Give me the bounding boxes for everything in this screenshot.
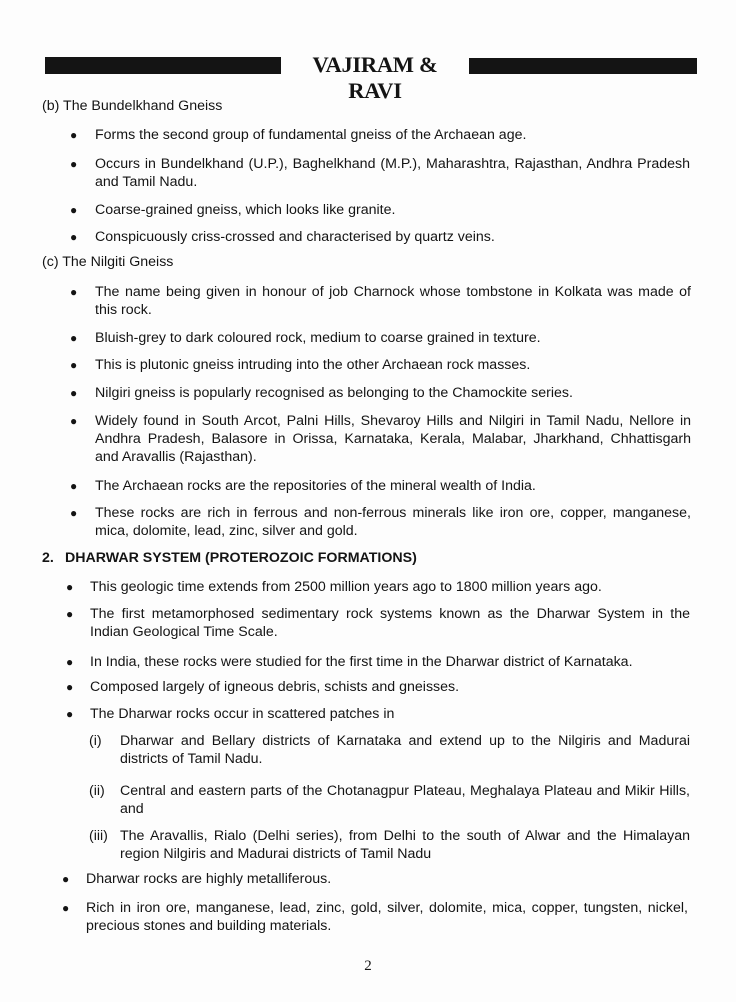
list-item: Composed largely of igneous debris, schists and gneisses. (90, 679, 460, 695)
list-item: Occurs in Bundelkhand (U.P.), Baghelkhand (M.P.), Maharashtra, Rajasthan, Andhra Pradesh and Tamil Nadu. (95, 156, 690, 190)
bullet-icon: ● (62, 901, 70, 915)
list-item: The Dharwar rocks occur in scattered patches in (90, 706, 395, 722)
sub-list-item (89, 732, 690, 772)
sub-list-label: (i) (89, 733, 102, 749)
list-item: The Archaean rocks are the repositories of the mineral wealth of India. (95, 478, 536, 494)
header-bar-left (45, 57, 281, 74)
list-item: Coarse-grained gneiss, which looks like granite. (95, 202, 396, 218)
sub-list-item (89, 827, 690, 867)
section-heading-dharwar (42, 549, 417, 567)
sub-list-label: (iii) (89, 828, 108, 844)
sub-list-text: Central and eastern parts of the Chotanagpur Plateau, Meghalaya Plateau and Mikir Hills, and (120, 783, 690, 817)
list-item: These rocks are rich in ferrous and non-ferrous minerals like iron ore, copper, manganese, mica, dolomite, lead, zinc, silver and gold. (95, 505, 691, 539)
bullet-icon: ● (70, 479, 78, 493)
list-item: Widely found in South Arcot, Palni Hills, Shevaroy Hills and Nilgiri in Tamil Nadu, Nellore in Andhra Pradesh, Balasore in Orissa, Karnataka, Kerala, Malabar, Jharkhand, Chhattisgarh and Aravallis (Rajasthan). (95, 413, 691, 465)
bullet-icon: ● (66, 655, 74, 669)
bullet-icon: ● (70, 285, 78, 299)
sub-list-text: The Aravallis, Rialo (Delhi series), from Delhi to the south of Alwar and the Himalayan region Nilgiris and Madurai districts of Tamil Nadu (120, 828, 690, 862)
bullet-icon: ● (70, 506, 78, 520)
bullet-icon: ● (70, 230, 78, 244)
bullet-icon: ● (70, 386, 78, 400)
bullet-icon: ● (70, 203, 78, 217)
list-item: In India, these rocks were studied for the first time in the Dharwar district of Karnataka. (90, 654, 633, 670)
list-item: Rich in iron ore, manganese, lead, zinc, gold, silver, dolomite, mica, copper, tungsten, nickel, precious stones and building materials. (86, 900, 688, 934)
sub-list-label: (ii) (89, 783, 105, 799)
section-number: 2. (42, 550, 54, 566)
bullet-icon: ● (70, 414, 78, 428)
page-number: 2 (364, 958, 372, 974)
list-item: Bluish-grey to dark coloured rock, medium to coarse grained in texture. (95, 330, 541, 346)
bullet-icon: ● (70, 128, 78, 142)
section-title: DHARWAR SYSTEM (PROTEROZOIC FORMATIONS) (65, 550, 417, 566)
bullet-icon: ● (62, 872, 70, 886)
brand-title: VAJIRAM & RAVI (312, 52, 438, 103)
sub-list-item (89, 782, 690, 822)
bullet-icon: ● (70, 331, 78, 345)
bullet-icon: ● (66, 707, 74, 721)
list-item: Conspicuously criss-crossed and characterised by quartz veins. (95, 229, 495, 245)
bullet-icon: ● (66, 680, 74, 694)
bullet-icon: ● (66, 580, 74, 594)
sub-list-text: Dharwar and Bellary districts of Karnataka and extend up to the Nilgiris and Madurai districts of Tamil Nadu. (120, 733, 690, 767)
list-item: The name being given in honour of job Charnock whose tombstone in Kolkata was made of this rock. (95, 284, 691, 318)
list-item: This is plutonic gneiss intruding into the other Archaean rock masses. (95, 357, 531, 373)
list-item: Nilgiri gneiss is popularly recognised as belonging to the Chamockite series. (95, 385, 573, 401)
list-item: Dharwar rocks are highly metalliferous. (86, 871, 332, 887)
list-item: Forms the second group of fundamental gneiss of the Archaean age. (95, 127, 527, 143)
bullet-icon: ● (66, 607, 74, 621)
list-item: The first metamorphosed sedimentary rock systems known as the Dharwar System in the Indian Geological Time Scale. (90, 606, 690, 640)
section-heading-nilgiti: (c) The Nilgiti Gneiss (42, 254, 174, 270)
header-bar-right (469, 58, 697, 74)
page-header (45, 52, 697, 103)
bullet-icon: ● (70, 358, 78, 372)
list-item: This geologic time extends from 2500 million years ago to 1800 million years ago. (90, 579, 602, 595)
bullet-icon: ● (70, 157, 78, 171)
section-heading-bundelkhand: (b) The Bundelkhand Gneiss (42, 98, 223, 114)
